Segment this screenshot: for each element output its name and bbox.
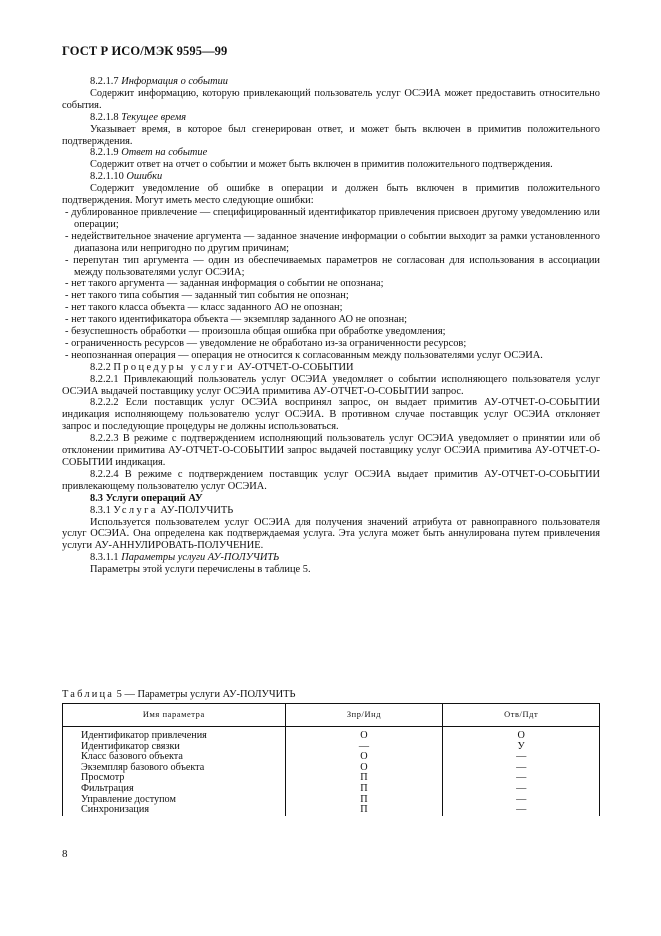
table-cell: Класс базового объекта: [63, 752, 286, 763]
table-row: [63, 805, 600, 816]
section-8-3-heading: 8.3 Услуги операций АУ: [90, 492, 203, 504]
list-item: - безуспешность обработки — произошла общая ошибка при обработке уведомления;: [62, 326, 600, 338]
table-cell: Управление доступом: [63, 795, 286, 806]
list-item: - нет такого класса объекта — класс заданного АО не опознан;: [62, 302, 600, 314]
section-8-2-1-10-heading: 8.2.1.10 Ошибки: [90, 171, 163, 183]
parameters-table: [62, 703, 600, 816]
table-cell: Синхронизация: [63, 805, 286, 816]
section-8-2-1-10-text: Содержит уведомление об ошибке в операции и должен быть включен в примитив положительного подтверждения. Могут иметь место следующие ошибки:: [62, 183, 600, 207]
table-cell: —: [443, 773, 600, 784]
page-number: 8: [62, 848, 68, 860]
section-8-2-1-8-text: Указывает время, в которое был сгенерирован ответ, и может быть включен в примитив положительного подтверждения.: [62, 123, 600, 147]
list-item: - неопознанная операция — операция не относится к согласованным между пользователями услуг ОСЭИА.: [62, 350, 600, 362]
document-body: [62, 76, 600, 576]
document-header: ГОСТ Р ИСО/МЭК 9595—99: [62, 44, 228, 58]
table-cell: Экземпляр базового объекта: [63, 763, 286, 774]
section-8-2-2-heading: 8.2.2 Процедуры услуги АУ-ОТЧЕТ-О-СОБЫТИИ: [90, 361, 354, 373]
table-cell: —: [443, 784, 600, 795]
table-cell: О: [285, 752, 443, 763]
table-cell: Идентификатор привлечения: [63, 727, 286, 742]
table-cell: Фильтрация: [63, 784, 286, 795]
column-header: Зпр/Инд: [285, 704, 443, 727]
table-cell: —: [285, 742, 443, 753]
column-header: Отв/Пдт: [443, 704, 600, 727]
table-cell: П: [285, 773, 443, 784]
section-8-2-1-7-text: Содержит информацию, которую привлекающий пользователь услуг ОСЭИА может предоставить относительно события.: [62, 87, 600, 111]
error-list: [62, 207, 600, 362]
list-item: - ограниченность ресурсов — уведомление не обработано из-за ограниченности ресурсов;: [62, 338, 600, 350]
table-header-row: [63, 704, 600, 727]
column-header: Имя параметра: [63, 704, 286, 727]
table-cell: —: [443, 763, 600, 774]
table-cell: П: [285, 805, 443, 816]
table-cell: —: [443, 805, 600, 816]
section-8-2-2-3: 8.2.2.3 В режиме с подтверждением исполняющий пользователь услуг ОСЭИА уведомляет о принятии или об отклонении примитива АУ-ОТЧЕТ-О-СОБЫТИИ запрос выдачей поставщику услуг ОСЭИА примитива АУ-ОТЧЕТ-О-СОБЫТИИ индикация.: [62, 433, 600, 468]
section-8-3-1-1-text: Параметры этой услуги перечислены в таблице 5.: [90, 564, 311, 576]
table-cell: О: [443, 727, 600, 742]
list-item: - перепутан тип аргумента — один из обеспечиваемых параметров не согласован для использования в ассоциации между пользователями услуг ОСЭИА;: [62, 255, 600, 279]
list-item: - дублированное привлечение — специфицированный идентификатор привлечения присвоен другому уведомлению или операции;: [62, 207, 600, 231]
section-8-2-2-4: 8.2.2.4 В режиме с подтверждением поставщик услуг ОСЭИА выдает примитив АУ-ОТЧЕТ-О-СОБЫТИИ привлекающему пользователю услуг ОСЭИА.: [62, 468, 600, 492]
list-item: - нет такого идентификатора объекта — экземпляр заданного АО не опознан;: [62, 314, 600, 326]
table-cell: О: [285, 763, 443, 774]
table-row: [63, 727, 600, 742]
table-cell: О: [285, 727, 443, 742]
section-8-2-1-8-heading: 8.2.1.8 Текущее время: [90, 111, 187, 123]
list-item: - нет такого аргумента — заданная информация о событии не опознана;: [62, 278, 600, 290]
section-8-2-1-7-heading: 8.2.1.7 Информация о событии: [90, 76, 228, 87]
table-cell: П: [285, 784, 443, 795]
table-cell: —: [443, 795, 600, 806]
list-item: - недействительное значение аргумента — заданное значение информации о событии выходит за рамки установленного диапазона или непригодно по другим причинам;: [62, 231, 600, 255]
section-8-2-1-9-heading: 8.2.1.9 Ответ на событие: [90, 147, 208, 159]
section-8-2-2-2: 8.2.2.2 Если поставщик услуг ОСЭИА воспринял запрос, он выдает примитив АУ-ОТЧЕТ-О-СОБЫТИИ индикация исполняющему пользователю услуг ОСЭИА. В противном случае поставщик услуг ОСЭИА отклоняет запрос и последующие процедуры не должны использоваться.: [62, 397, 600, 433]
table-cell: Идентификатор связки: [63, 742, 286, 753]
section-8-2-1-9-text: Содержит ответ на отчет о событии и может быть включен в примитив положительного подтверждения.: [90, 159, 553, 171]
table-cell: П: [285, 795, 443, 806]
table-cell: Просмотр: [63, 773, 286, 784]
table-caption: Таблица 5 — Параметры услуги АУ-ПОЛУЧИТЬ: [62, 689, 296, 700]
table-cell: —: [443, 752, 600, 763]
section-8-3-1-1-heading: 8.3.1.1 Параметры услуги АУ-ПОЛУЧИТЬ: [90, 552, 280, 564]
table-cell: У: [443, 742, 600, 753]
section-8-2-2-1: 8.2.2.1 Привлекающий пользователь услуг ОСЭИА уведомляет о событии исполняющего пользователя услуг ОСЭИА выдачей поставщику услуг ОСЭИА примитива АУ-ОТЧЕТ-О-СОБЫТИИ запрос.: [62, 373, 600, 397]
section-8-3-1-heading: 8.3.1 Услуга АУ-ПОЛУЧИТЬ: [90, 504, 234, 516]
list-item: - нет такого типа события — заданный тип события не опознан;: [62, 290, 600, 302]
section-8-3-1-text: Используется пользователем услуг ОСЭИА для получения значений атрибута от равноправного пользователя услуг ОСЭИА. Она определена как подтверждаемая услуга. Эта услуга может быть аннулирована путем привлечения услуги АУ-АННУЛИРОВАТЬ-ПОЛУЧЕНИЕ.: [62, 516, 600, 552]
table-row: [63, 784, 600, 795]
